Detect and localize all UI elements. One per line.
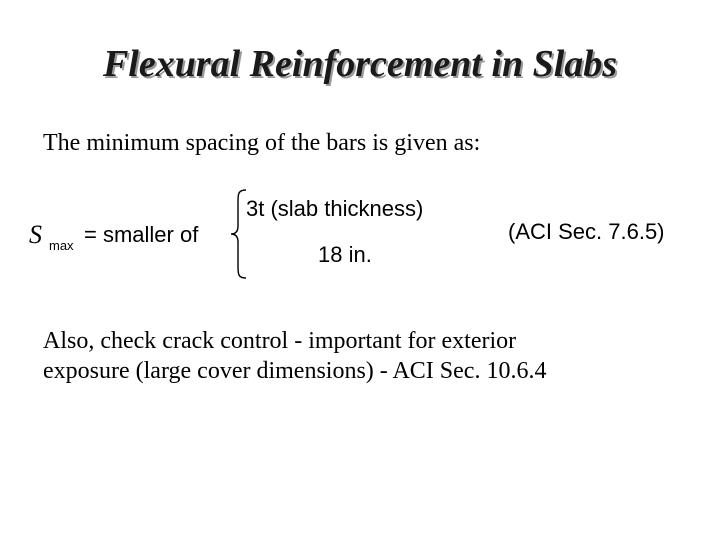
- slide-title: Flexural Reinforcement in Slabs: [102, 43, 618, 85]
- crack-control-note-line-1: Also, check crack control - important for exterior: [43, 328, 517, 354]
- equation-case-1: 3t (slab thickness): [246, 196, 424, 221]
- equation-subscript: max: [49, 238, 74, 253]
- intro-text: The minimum spacing of the bars is given as:: [43, 130, 481, 156]
- spacing-equation: [0, 180, 720, 290]
- crack-control-note-line-2: exposure (large cover dimensions) - ACI Sec. 10.6.4: [43, 358, 547, 384]
- equation-lhs: = smaller of: [84, 222, 199, 247]
- equation-case-2: 18 in.: [318, 242, 372, 267]
- equation-symbol: S: [29, 220, 42, 249]
- equation-reference: (ACI Sec. 7.6.5): [508, 219, 665, 244]
